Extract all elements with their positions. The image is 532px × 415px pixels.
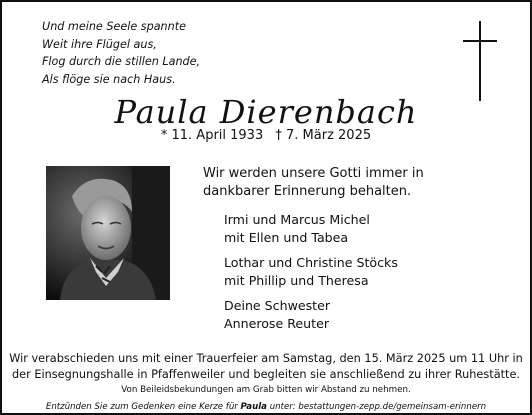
mourner-line: Irmi und Marcus Michel (224, 212, 370, 227)
mourner-line: Lothar und Christine Stöcks (224, 255, 398, 270)
poem-line: Und meine Seele spannte (42, 20, 187, 33)
poem (42, 18, 200, 88)
mourner-group (224, 297, 398, 333)
birth-date: * 11. April 1933 (160, 128, 264, 143)
death-date: † 7. März 2025 (275, 128, 372, 143)
condolence-note: Von Beileidsbekundungen am Grab bitten wir Abstand zu nehmen. (121, 385, 411, 395)
ceremony-line: der Einsegnungshalle in Pfaffenweiler und begleiten sie anschließend zu ihrer Ruhestätte. (11, 368, 521, 381)
candle-note (2, 401, 530, 413)
poem-line: Weit ihre Flügel aus, (42, 37, 157, 51)
candle-prefix: Entzünden Sie zum Gedenken eine Kerze für (45, 402, 241, 412)
mourners-list (224, 211, 398, 340)
mourner-line: mit Ellen und Tabea (224, 230, 349, 245)
candle-name: Paula (240, 402, 267, 412)
tribute-line: Wir werden unsere Gotti immer in (203, 166, 424, 181)
poem-line: Als flöge sie nach Haus. (42, 72, 176, 86)
life-dates (2, 128, 530, 143)
portrait-photo (46, 166, 170, 300)
mourner-line: mit Phillip und Theresa (224, 273, 369, 288)
tribute-text (203, 165, 424, 201)
mourner-line: Deine Schwester (224, 298, 331, 313)
candle-link[interactable]: unter: bestattungen-zepp.de/gemeinsam-erinnern (266, 402, 487, 412)
mourner-group (224, 211, 398, 247)
poem-line: Flog durch die stillen Lande, (42, 55, 201, 68)
mourner-line: Annerose Reuter (224, 316, 330, 331)
ceremony-line: Wir verabschieden uns mit einer Trauerfeier am Samstag, den 15. März 2025 um 11 Uhr in (9, 352, 523, 365)
ceremony-info (2, 351, 530, 383)
deceased-name: Paula Dierenbach (114, 93, 418, 131)
tribute-line: dankbarer Erinnerung behalten. (203, 184, 412, 199)
mourner-group (224, 254, 398, 290)
